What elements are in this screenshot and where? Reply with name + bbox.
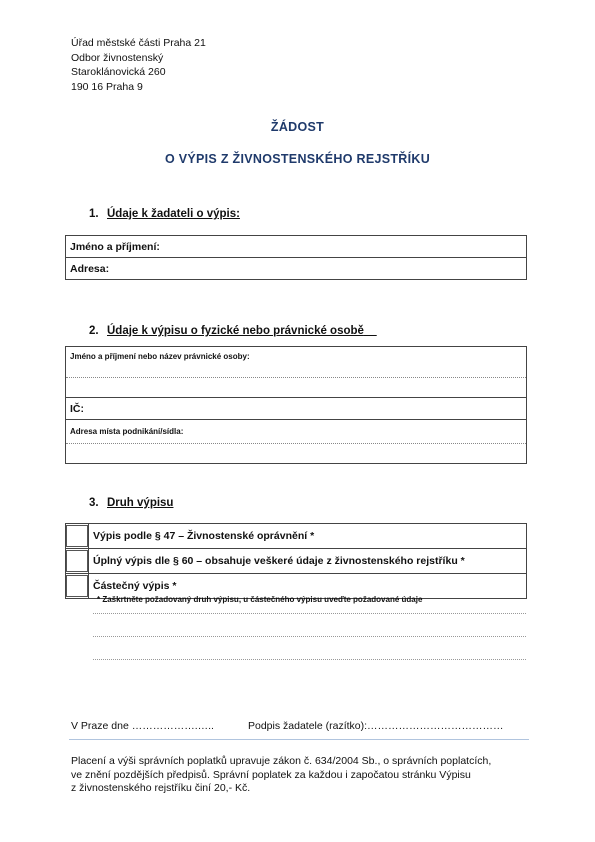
option-label: Úplný výpis dle § 60 – obsahuje veškeré údaje z živnostenského rejstříku * <box>89 549 527 574</box>
extract-type-table <box>65 523 527 599</box>
office-address <box>71 36 206 94</box>
subject-table <box>65 346 527 464</box>
document-title: ŽÁDOST <box>270 120 325 134</box>
partial-details-line[interactable] <box>93 636 526 637</box>
address-line: Staroklánovická 260 <box>71 66 166 78</box>
section1-heading <box>89 208 240 220</box>
section2-heading <box>89 325 377 337</box>
fee-notice-line: z živnostenského rejstříku činí 20,- Kč. <box>71 782 251 794</box>
section-title: Druh výpisu <box>107 497 174 509</box>
subject-address-label: Adresa místa podnikání/sídla: <box>66 420 527 444</box>
section-number: 3. <box>89 497 99 509</box>
address-line: Odbor živnostenský <box>71 51 164 64</box>
address-line: 190 16 Praha 9 <box>71 80 143 93</box>
section-title: Údaje k žadateli o výpis: <box>107 208 240 220</box>
subject-name-field[interactable] <box>66 378 527 398</box>
extract-type-note: * Zaškrtněte požadovaný druh výpisu, u částečného výpisu uveďte požadované údaje <box>97 595 423 604</box>
document-subtitle: O VÝPIS Z ŽIVNOSTENSKÉHO REJSTŘÍKU <box>164 152 431 166</box>
fee-notice-line: ve znění pozdějších předpisů. Správní poplatek za každou i započatou stránku Výpisu <box>71 768 471 781</box>
section-number: 1. <box>89 208 99 220</box>
subject-address-field[interactable] <box>66 444 527 464</box>
section-number: 2. <box>89 325 99 337</box>
option-checkbox-partial[interactable] <box>66 574 89 599</box>
section3-heading <box>89 497 173 509</box>
date-field[interactable]: V Praze dne ……………….….. <box>71 720 214 732</box>
option-label: Částečný výpis * <box>89 574 527 599</box>
fee-notice <box>71 755 491 796</box>
option-label: Výpis podle § 47 – Živnostenské oprávnění * <box>89 524 527 549</box>
signature-field[interactable]: Podpis žadatele (razítko):………………………………… <box>248 720 504 732</box>
subject-ic-field[interactable]: IČ: <box>66 398 527 420</box>
subject-name-label: Jméno a příjmení nebo název právnické osoby: <box>66 347 527 378</box>
partial-details-line[interactable] <box>93 613 526 614</box>
section-title: Údaje k výpisu o fyzické nebo právnické osobě <box>107 325 364 337</box>
applicant-address-field[interactable]: Adresa: <box>66 258 527 280</box>
option-checkbox-47[interactable] <box>66 524 89 549</box>
applicant-name-field[interactable]: Jméno a příjmení: <box>66 236 527 258</box>
option-checkbox-60[interactable] <box>66 549 89 574</box>
address-line: Úřad městské části Praha 21 <box>71 37 206 49</box>
fee-notice-line: Placení a výši správních poplatků upravuje zákon č. 634/2004 Sb., o správních poplatcích, <box>71 755 492 767</box>
partial-details-line[interactable] <box>93 659 526 660</box>
applicant-table <box>65 235 527 280</box>
divider <box>69 739 529 740</box>
